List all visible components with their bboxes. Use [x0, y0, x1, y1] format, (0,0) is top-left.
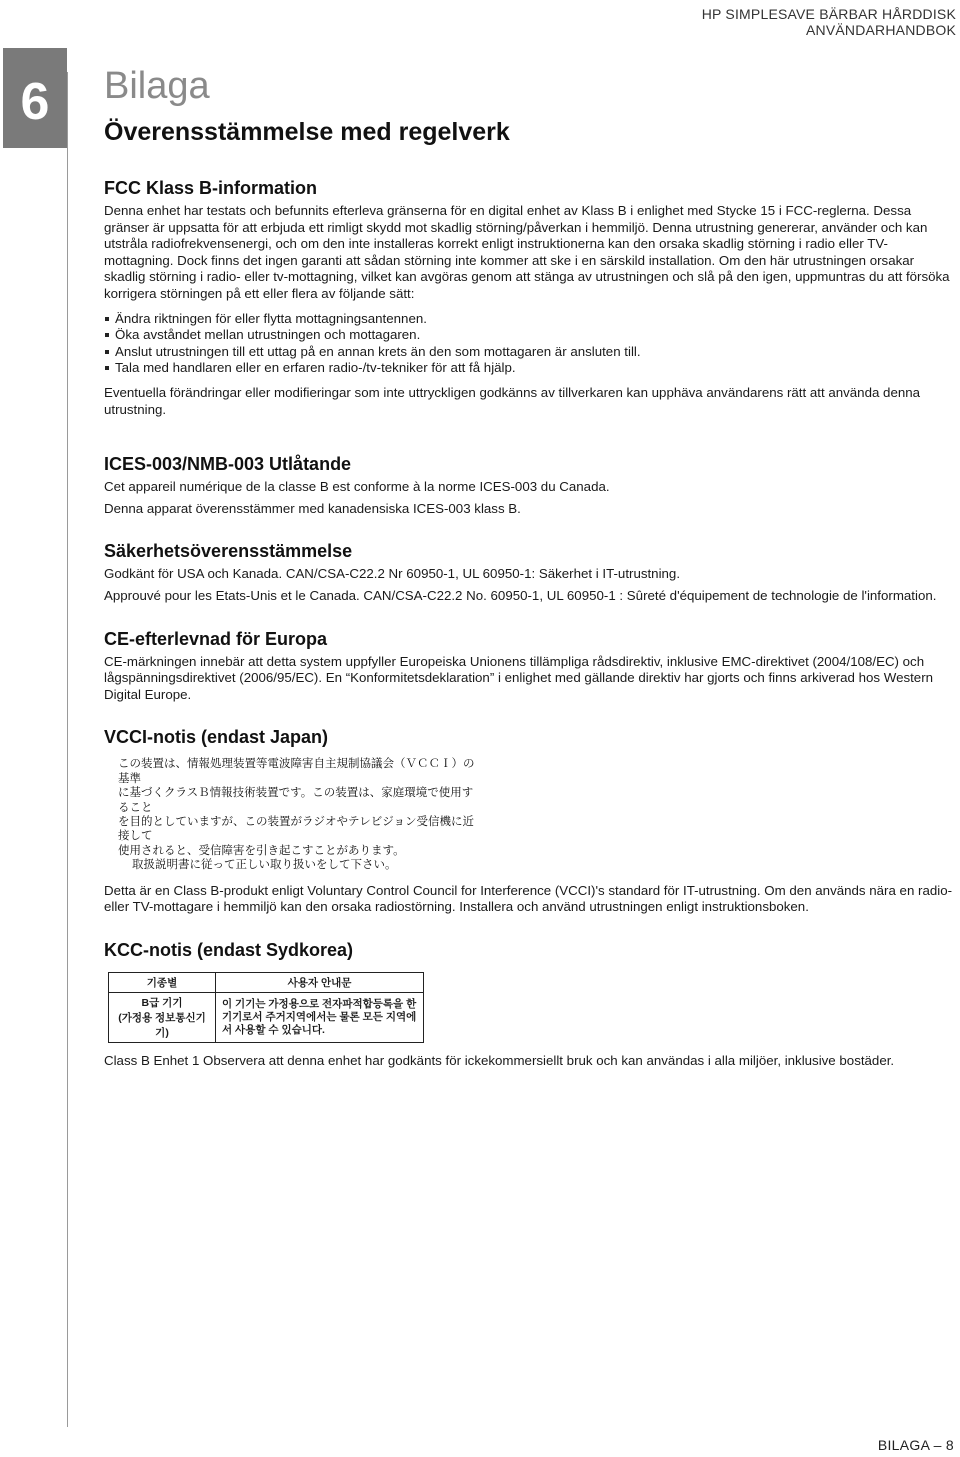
- list-item: Tala med handlaren eller en erfaren radio-/tv-tekniker för att få hjälp.: [104, 360, 954, 377]
- section-safety: [104, 539, 954, 604]
- fcc-paragraph-2: Eventuella förändringar eller modifieringar som inte uttryckligen godkänns av tillverkaren kan upphäva användarens rätt att använda denna utrustning.: [104, 384, 921, 417]
- fcc-heading: FCC Klass B-information: [104, 178, 318, 198]
- kcc-class-line: B급 기기: [141, 996, 183, 1009]
- running-header: [702, 6, 956, 38]
- ices-paragraph-1: Cet appareil numérique de la classe B est conforme à la norme ICES-003 du Canada.: [104, 479, 610, 495]
- section-kcc: [104, 938, 954, 1070]
- vcci-jp-line: 取扱説明書に従って正しい取り扱いをして下さい。: [132, 859, 397, 872]
- main-content: [104, 176, 954, 1091]
- vcci-jp-line: 使用されると、受信障害を引き起こすことがあります。: [118, 844, 405, 857]
- vcci-heading: VCCI-notis (endast Japan): [104, 727, 329, 748]
- section-ce: [104, 627, 954, 704]
- ices-paragraph-2: Denna apparat överensstämmer med kanadensiska ICES-003 klass B.: [104, 500, 521, 516]
- header-product: HP SIMPLESAVE BÄRBAR HÅRDDISK: [701, 6, 956, 22]
- list-item: Ändra riktningen för eller flytta mottagningsantennen.: [104, 311, 954, 328]
- margin-rule: [67, 72, 68, 1427]
- page-title: Överensstämmelse med regelverk: [104, 118, 510, 146]
- list-item: Öka avståndet mellan utrustningen och mottagaren.: [104, 327, 954, 344]
- vcci-paragraph-1: Detta är en Class B-produkt enligt Voluntary Control Council for Interference (VCCI)'s standard för IT-utrustning. Om den används nära en radio- eller TV-mottagare i hemmiljö kan den orsaka radiostörning. Installera och använd utrustningen enligt instruktionsboken.: [104, 882, 953, 915]
- fcc-paragraph-1: Denna enhet har testats och befunnits efterleva gränserna för en digital enhet av Klass B i enlighet med Stycke 15 i FCC-reglerna. Dessa gränser är uppsatta för att erbjuda ett rimligt skydd mot skadlig störning/påverkan i hemmiljö. Denna utrustning genererar, använder och kan utstråla radiofrekvensenergi, och om den inte installeras korrekt enligt instruktionerna kan den orsaka skadlig störning i radio eller TV-mottagning. Dock finns det ingen garanti att sådan störning inte kommer att ske i en särskild installation. Om den här utrustningen orsakar skadlig störning i radio- eller tv-mottagning, vilket kan avgöras genom att stänga av utrustningen och slå på den igen, uppmuntras du att försöka korrigera störningen på ett eller flera av följande sätt:: [104, 203, 950, 301]
- section-fcc: [104, 176, 954, 418]
- kcc-table-cell-notice: 이 기기는 가정용으로 전자파적합등록을 한 기기로서 주거지역에서는 물론 모든 지역에서 사용할 수 있습니다.: [216, 992, 424, 1042]
- list-item: Anslut utrustningen till ett uttag på en annan krets än den som mottagaren är ansluten till.: [104, 344, 954, 361]
- kcc-table-header-right: 사용자 안내문: [216, 972, 424, 992]
- chapter-title: Bilaga: [104, 65, 210, 107]
- kcc-notice-table: [108, 972, 424, 1043]
- table-row: [109, 972, 424, 992]
- section-vcci: [104, 725, 954, 915]
- vcci-japanese-notice: [104, 757, 478, 872]
- ce-paragraph-1: CE-märkningen innebär att detta system uppfyller Europeiska Unionens tillämpliga rådsdirektiv, inklusive EMC-direktivet (2004/108/EC) och lågspänningsdirektivet (2006/95/EC). En “Konformitetsdeklaration” i enlighet med gällande direktiv har gjorts och finns arkiverad hos Western Digital Europe.: [104, 653, 934, 702]
- fcc-bullet-list: [104, 311, 954, 377]
- kcc-table-cell-class: [109, 992, 216, 1042]
- safety-paragraph-1: Godkänt för USA och Kanada. CAN/CSA-C22.2 Nr 60950-1, UL 60950-1: Säkerhet i IT-utrustning.: [104, 566, 681, 582]
- section-ices: [104, 452, 954, 517]
- vcci-jp-line: に基づくクラスＢ情報技術装置です。この装置は、家庭環境で使用すること: [118, 787, 474, 814]
- kcc-class-line: (가정용 정보통신기기): [118, 1011, 206, 1039]
- kcc-paragraph-1: Class B Enhet 1 Observera att denna enhet har godkänts för ickekommersiellt bruk och kan användas i alla miljöer, inklusive bostäder.: [104, 1052, 895, 1068]
- ices-heading: ICES-003/NMB-003 Utlåtande: [104, 454, 352, 475]
- chapter-number-tab: [3, 48, 67, 148]
- safety-paragraph-2: Approuvé pour les Etats-Unis et le Canada. CAN/CSA-C22.2 No. 60950-1, UL 60950-1 : Sûreté d'équipement de technologie de l'information.: [104, 587, 937, 603]
- kcc-heading: KCC-notis (endast Sydkorea): [104, 939, 354, 960]
- vcci-jp-line: この装置は、情報処理装置等電波障害自主規制協議会（ＶＣＣＩ）の基準: [118, 758, 475, 785]
- chapter-number: 6: [20, 73, 50, 131]
- vcci-jp-line: を目的としていますが、この装置がラジオやテレビジョン受信機に近接して: [118, 815, 475, 843]
- kcc-table-header-left: 기종별: [109, 972, 216, 992]
- safety-heading: Säkerhetsöverensstämmelse: [104, 541, 353, 562]
- table-row: [109, 992, 424, 1042]
- header-doc-type: ANVÄNDARHANDBOK: [805, 22, 956, 38]
- ce-heading: CE-efterlevnad för Europa: [104, 628, 328, 649]
- page-footer: BILAGA – 8: [877, 1437, 954, 1453]
